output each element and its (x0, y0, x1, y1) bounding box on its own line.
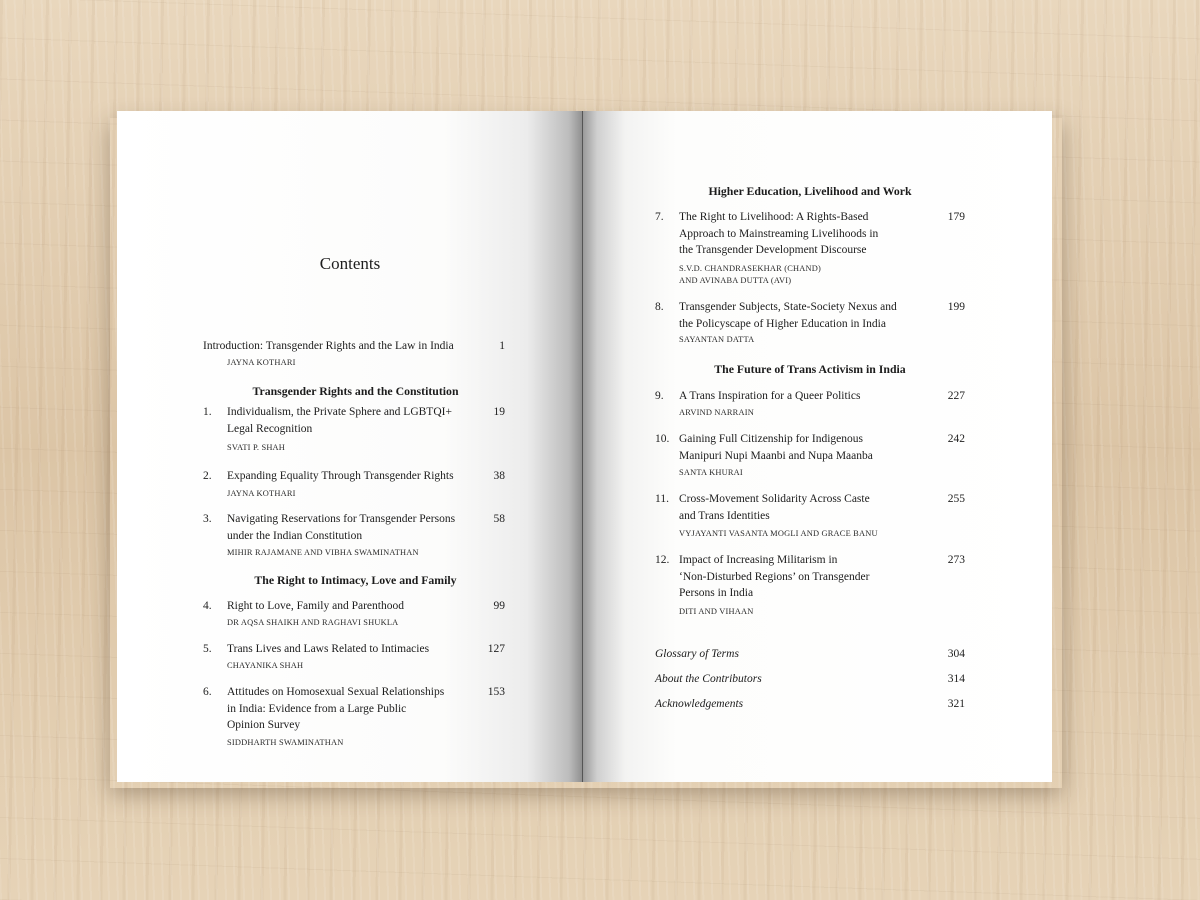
entry-title-line: under the Indian Constitution (227, 529, 363, 542)
entry-author: ARVIND NARRAIN (679, 408, 754, 417)
entry-page: 314 (947, 673, 965, 685)
entry-title (679, 388, 860, 405)
toc-entry-chapter-7 (655, 209, 965, 291)
toc-entry-chapter-3 (203, 511, 508, 563)
entry-title (227, 511, 455, 544)
entry-title (679, 431, 873, 464)
entry-number: 12. (655, 554, 670, 566)
entry-title-line: the Transgender Development Discourse (679, 244, 867, 256)
entry-page: 179 (947, 211, 965, 223)
contents-title: Contents (319, 254, 381, 273)
entry-title: Introduction: Transgender Rights and the Law in India (203, 340, 454, 352)
entry-number: 9. (655, 390, 664, 402)
toc-entry-glossary (655, 646, 965, 664)
entry-title-line: Individualism, the Private Sphere and LGBTQI+ (227, 406, 452, 418)
entry-page: 273 (947, 554, 965, 566)
entry-title (227, 684, 444, 734)
toc-entry-introduction (203, 338, 508, 372)
entry-number: 5. (203, 643, 212, 655)
entry-title-line: Transgender Subjects, State-Society Nexus and (679, 301, 897, 313)
section-heading: Higher Education, Livelihood and Work (708, 184, 912, 198)
entry-title-line: Gaining Full Citizenship for Indigenous (679, 433, 863, 445)
entry-title: Glossary of Terms (655, 648, 739, 660)
entry-page: 255 (947, 493, 965, 505)
section-heading: Transgender Rights and the Constitution (252, 384, 459, 398)
toc-entry-chapter-8 (655, 299, 965, 349)
entry-title (227, 641, 429, 658)
entry-author: JAYNA KOTHARI (227, 489, 296, 498)
entry-page: 304 (947, 648, 965, 660)
book-spine (582, 111, 583, 782)
toc-entry-chapter-4 (203, 598, 508, 632)
entry-title-line: Opinion Survey (227, 719, 301, 731)
entry-author: MIHIR RAJAMANE AND VIBHA SWAMINATHAN (227, 548, 419, 557)
entry-title-line: The Right to Livelihood: A Rights-Based (679, 211, 869, 223)
entry-author: VYJAYANTI VASANTA MOGLI AND GRACE BANU (679, 529, 878, 538)
entry-title-line: Approach to Mainstreaming Livelihoods in (679, 227, 879, 240)
entry-title-line: Attitudes on Homosexual Sexual Relationships (227, 686, 445, 698)
entry-page: 227 (947, 390, 965, 402)
toc-entry-contributors (655, 671, 965, 689)
entry-author: JAYNA KOTHARI (227, 358, 296, 367)
entry-author-line: AND AVINABA DUTTA (AVI) (679, 276, 792, 285)
entry-title-line: Impact of Increasing Militarism in (679, 554, 838, 566)
entry-title (679, 209, 878, 259)
entry-number: 11. (655, 493, 669, 505)
entry-number: 2. (203, 470, 212, 482)
entry-page: 1 (499, 340, 505, 352)
toc-entry-chapter-6 (203, 684, 508, 750)
entry-page: 127 (487, 643, 505, 655)
entry-author: DR AQSA SHAIKH AND RAGHAVI SHUKLA (227, 618, 399, 627)
entry-number: 6. (203, 686, 212, 698)
entry-page: 321 (947, 698, 965, 710)
entry-title-line: Navigating Reservations for Transgender Persons (227, 513, 456, 525)
entry-number: 10. (655, 433, 670, 445)
toc-entry-chapter-12 (655, 552, 965, 618)
entry-title-line: Cross-Movement Solidarity Across Caste (679, 493, 870, 505)
entry-title (679, 491, 870, 524)
entry-title-line: Trans Lives and Laws Related to Intimacies (227, 643, 430, 655)
entry-page: 99 (493, 600, 505, 612)
entry-page: 19 (493, 406, 505, 418)
entry-page: 58 (493, 513, 505, 525)
entry-page: 153 (487, 686, 505, 698)
section-heading: The Right to Intimacy, Love and Family (254, 573, 457, 587)
entry-author: CHAYANIKA SHAH (227, 661, 304, 670)
entry-author: SANTA KHURAI (679, 468, 743, 477)
toc-entry-chapter-1 (203, 404, 508, 456)
toc-entry-chapter-2 (203, 468, 508, 502)
entry-title-line: Manipuri Nupi Maanbi and Nupa Maanba (679, 449, 873, 462)
entry-title-line: ‘Non-Disturbed Regions’ on Transgender (679, 570, 870, 583)
toc-entry-acknowledgements (655, 696, 965, 714)
section-heading: The Future of Trans Activism in India (714, 362, 906, 376)
toc-entry-chapter-5 (203, 641, 508, 675)
entry-page: 242 (947, 433, 965, 445)
entry-title (679, 552, 869, 602)
toc-entry-chapter-9 (655, 388, 965, 422)
entry-number: 7. (655, 211, 664, 223)
entry-page: 199 (947, 301, 965, 313)
entry-title-line: in India: Evidence from a Large Public (227, 702, 407, 715)
entry-author (679, 263, 821, 287)
entry-title (227, 468, 454, 485)
entry-title-line: Expanding Equality Through Transgender Rights (227, 470, 454, 482)
entry-author-line: S.V.D. CHANDRASEKHAR (CHAND) (679, 264, 822, 273)
entry-author: SAYANTAN DATTA (679, 335, 755, 344)
entry-author: SVATI P. SHAH (227, 443, 286, 452)
toc-entry-chapter-10 (655, 431, 965, 481)
entry-title-line: A Trans Inspiration for a Queer Politics (679, 390, 861, 402)
entry-page: 38 (493, 470, 505, 482)
entry-title-line: Right to Love, Family and Parenthood (227, 600, 404, 612)
entry-number: 4. (203, 600, 212, 612)
entry-title: Acknowledgements (655, 698, 744, 710)
entry-number: 1. (203, 406, 212, 418)
entry-title (227, 598, 404, 615)
entry-number: 8. (655, 301, 664, 313)
entry-title-line: the Policyscape of Higher Education in India (679, 317, 886, 330)
entry-title (227, 404, 452, 437)
entry-title: About the Contributors (655, 673, 762, 685)
entry-number: 3. (203, 513, 212, 525)
entry-title (679, 299, 897, 332)
entry-title-line: Legal Recognition (227, 422, 313, 435)
toc-entry-chapter-11 (655, 491, 965, 541)
entry-title-line: and Trans Identities (679, 509, 770, 522)
entry-author: SIDDHARTH SWAMINATHAN (227, 738, 344, 747)
entry-author: DITI AND VIHAAN (679, 607, 754, 616)
entry-title-line: Persons in India (679, 587, 754, 599)
